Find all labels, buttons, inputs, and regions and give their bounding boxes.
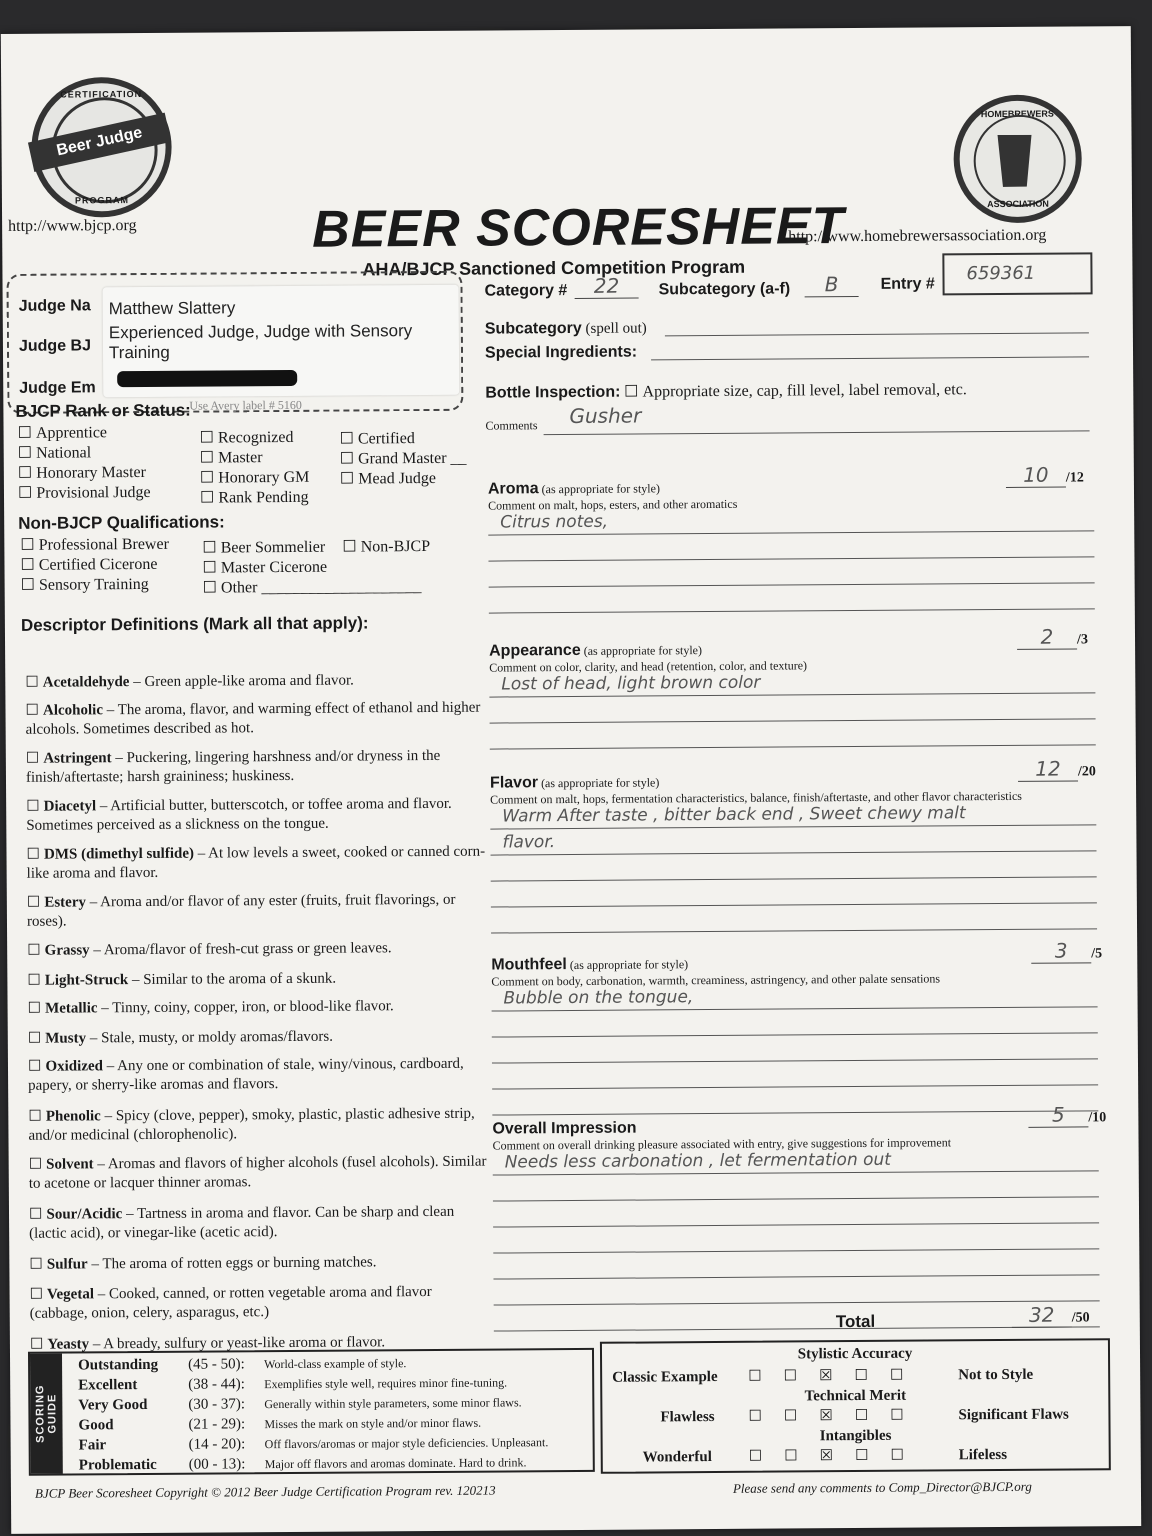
descriptor-name: Astringent bbox=[43, 750, 112, 767]
checkbox-icon[interactable]: ☐ bbox=[26, 798, 40, 815]
descriptor-heading: Descriptor Definitions (Mark all that apply): bbox=[20, 613, 369, 635]
rank-col3 bbox=[340, 429, 467, 490]
flawless-label: Flawless bbox=[660, 1409, 715, 1426]
stylistic-boxes[interactable]: ☐☐☒☐☐ bbox=[748, 1367, 926, 1385]
scoresheet-page bbox=[1, 26, 1141, 1534]
mouthfeel-label: Mouthfeel bbox=[491, 956, 567, 974]
flavor-header bbox=[490, 773, 659, 792]
descriptor-name: Oxidized bbox=[45, 1058, 104, 1075]
aroma-score-max: /12 bbox=[1065, 470, 1084, 486]
guide-desc: Off flavors/aromas or major style deficiencies. Unpleasant. bbox=[264, 1435, 549, 1452]
aroma-comment-line[interactable] bbox=[489, 582, 1095, 587]
checkbox-icon[interactable]: ☐ bbox=[27, 1030, 42, 1047]
subcategory-spell-note: (spell out) bbox=[585, 320, 647, 337]
appearance-comment[interactable]: Lost of head, light brown color bbox=[501, 672, 761, 695]
descriptor-name: Grassy bbox=[44, 942, 90, 959]
special-ingredients-label: Special Ingredients: bbox=[484, 343, 638, 362]
bjcp-logo-bottom: PROGRAM bbox=[74, 195, 129, 206]
checkbox-icon[interactable]: ☐ bbox=[26, 846, 41, 863]
aroma-score bbox=[1006, 462, 1084, 488]
descriptor-name: Diacetyl bbox=[43, 798, 97, 815]
rank-col1 bbox=[18, 423, 151, 504]
flavor-comment-line[interactable] bbox=[491, 876, 1097, 881]
qual-certified-cicerone[interactable]: ☐ Certified Cicerone bbox=[20, 555, 169, 576]
total-score bbox=[1012, 1302, 1090, 1328]
guide-rating: Good bbox=[78, 1417, 114, 1434]
appearance-score bbox=[1017, 624, 1088, 649]
judge-name-label: Judge Na bbox=[18, 297, 91, 315]
flavor-comment-2[interactable]: flavor. bbox=[502, 832, 556, 853]
guide-range: (14 - 20): bbox=[188, 1436, 246, 1453]
descriptor-item[interactable] bbox=[28, 1027, 488, 1049]
descriptor-item[interactable] bbox=[26, 795, 486, 836]
overall-score-value[interactable]: 5 bbox=[1028, 1102, 1088, 1127]
entry-value[interactable]: 659361 bbox=[942, 252, 1092, 295]
lifeless-label: Lifeless bbox=[958, 1446, 1008, 1464]
overall-header bbox=[492, 1120, 636, 1139]
descriptor-name: Acetaldehyde bbox=[42, 674, 130, 691]
guide-desc: Exemplifies style well, requires minor fine-tuning. bbox=[264, 1375, 508, 1392]
guide-rating: Fair bbox=[78, 1437, 107, 1454]
merit-box bbox=[600, 1338, 1111, 1474]
wonderful-label: Wonderful bbox=[642, 1449, 712, 1466]
subcategory-spell-line[interactable] bbox=[665, 332, 1089, 336]
intangibles-label: Intangibles bbox=[819, 1427, 892, 1445]
aroma-label: Aroma bbox=[487, 480, 539, 498]
mouthfeel-comment[interactable]: Bubble on the tongue, bbox=[503, 987, 694, 1009]
rank-grand-master[interactable]: ☐ Grand Master bbox=[340, 450, 447, 468]
rank-mead-judge[interactable]: ☐ Mead Judge bbox=[340, 469, 467, 490]
appearance-label: Appearance bbox=[489, 641, 581, 660]
mouthfeel-prompt: Comment on body, carbonation, warmth, creaminess, astringency, and other palate sensations bbox=[491, 971, 941, 989]
descriptor-name: Musty bbox=[45, 1030, 87, 1047]
descriptor-text: – The aroma, flavor, and warming effect of ethanol and higher alcohols. Sometimes described as hot. bbox=[25, 699, 481, 738]
overall-comment-line[interactable] bbox=[493, 1222, 1099, 1227]
descriptor-text: – Any one or combination of stale, winy/vinous, cardboard, papery, or sherry-like aromas and flavors. bbox=[28, 1055, 464, 1094]
checkbox-icon[interactable]: ☐ bbox=[29, 1336, 44, 1353]
footer-copyright: BJCP Beer Scoresheet Copyright © 2012 Beer Judge Certification Program rev. 120213 bbox=[34, 1482, 496, 1501]
descriptor-item[interactable] bbox=[27, 939, 487, 961]
qual-professional-brewer[interactable]: ☐ Professional Brewer bbox=[20, 535, 169, 556]
guide-row bbox=[79, 1454, 527, 1477]
not-to-style-label: Not to Style bbox=[958, 1366, 1034, 1384]
judge-name: Matthew Slattery bbox=[108, 298, 236, 319]
qual-other[interactable]: ☐ Other bbox=[203, 579, 258, 596]
descriptor-text: – Cooked, canned, or rotten vegetable aroma and flavor (cabbage, onion, celery, asparagus, etc.) bbox=[29, 1283, 432, 1322]
flavor-score bbox=[1018, 756, 1096, 782]
overall-comment-line[interactable] bbox=[493, 1274, 1099, 1279]
mouthfeel-comment-line[interactable] bbox=[492, 1058, 1098, 1063]
guide-range: (21 - 29): bbox=[188, 1416, 246, 1433]
descriptor-item[interactable] bbox=[28, 997, 488, 1019]
descriptor-text: – Artificial butter, butterscotch, or toffee aroma and flavor. Sometimes perceived as a slickness on the tongue. bbox=[26, 795, 452, 834]
bjcp-logo-top: CERTIFICATION bbox=[60, 88, 143, 100]
comments-value[interactable]: Gusher bbox=[569, 403, 642, 429]
flavor-score-value[interactable]: 12 bbox=[1018, 756, 1078, 781]
aha-logo-bottom: ASSOCIATION bbox=[987, 198, 1049, 210]
technical-boxes[interactable]: ☐☐☒☐☐ bbox=[748, 1407, 926, 1425]
checkbox-icon[interactable]: ☐ bbox=[27, 1000, 42, 1017]
mouthfeel-comment-line[interactable] bbox=[492, 1084, 1098, 1089]
subcategory-spell-label: Subcategory bbox=[484, 319, 582, 338]
guide-range: (30 - 37): bbox=[188, 1396, 246, 1413]
aroma-score-value[interactable]: 10 bbox=[1006, 463, 1066, 488]
judge-rank-line1: Experienced Judge, Judge with Sensory bbox=[108, 321, 413, 343]
appearance-score-value[interactable]: 2 bbox=[1017, 624, 1077, 649]
aroma-comment-line[interactable] bbox=[489, 608, 1095, 613]
descriptor-name: Light-Struck bbox=[44, 972, 129, 989]
descriptor-item[interactable] bbox=[29, 1253, 489, 1275]
qual-non-bjcp[interactable]: ☐ Non-BJCP bbox=[342, 537, 430, 558]
checkbox-icon[interactable]: ☐ bbox=[27, 942, 41, 959]
rank-master[interactable]: ☐ Master bbox=[200, 448, 310, 469]
overall-score-max: /10 bbox=[1088, 1110, 1107, 1126]
descriptor-item[interactable] bbox=[29, 1153, 489, 1194]
descriptor-name: Sulfur bbox=[46, 1256, 88, 1273]
overall-prompt: Comment on overall drinking pleasure associated with entry, give suggestions for improvement bbox=[492, 1135, 952, 1153]
descriptor-text: – Aroma and/or flavor of any ester (fruits, fruit flavorings, or roses). bbox=[26, 891, 456, 930]
rank-certified[interactable]: ☐ Certified bbox=[340, 429, 467, 450]
descriptor-name: Metallic bbox=[44, 1000, 98, 1017]
descriptor-item[interactable] bbox=[26, 843, 486, 884]
descriptor-item[interactable] bbox=[25, 671, 485, 693]
overall-score bbox=[1028, 1102, 1106, 1128]
checkbox-icon[interactable]: ☐ bbox=[25, 674, 39, 691]
descriptor-name: Vegetal bbox=[46, 1286, 95, 1303]
judge-rank-line2: Training bbox=[108, 342, 170, 363]
overall-comment-line[interactable] bbox=[493, 1248, 1099, 1253]
mouthfeel-comment-line[interactable] bbox=[492, 1110, 1098, 1115]
rank-provisional[interactable]: ☐ Provisional Judge bbox=[18, 483, 151, 504]
redacted-email bbox=[117, 370, 297, 387]
qual-other-line[interactable]: ____________________ bbox=[261, 578, 422, 597]
rank-apprentice[interactable]: ☐ Apprentice bbox=[18, 423, 151, 444]
bjcp-logo bbox=[31, 77, 172, 218]
descriptor-item[interactable] bbox=[30, 1283, 490, 1324]
guide-row bbox=[78, 1415, 481, 1438]
subcategory-value[interactable]: B bbox=[804, 272, 858, 297]
nonbjcp-col3 bbox=[342, 537, 430, 558]
category-value[interactable]: 22 bbox=[574, 274, 638, 299]
checkbox-icon[interactable]: ☐ bbox=[28, 1156, 43, 1173]
checkbox-icon[interactable]: ☐ bbox=[28, 1108, 42, 1125]
classic-example-label: Classic Example bbox=[612, 1368, 718, 1386]
overall-comment-line[interactable] bbox=[494, 1300, 1100, 1305]
technical-merit-label: Technical Merit bbox=[804, 1387, 907, 1405]
appearance-comment-line[interactable] bbox=[490, 744, 1096, 749]
total-score-max: /50 bbox=[1071, 1310, 1090, 1326]
intangibles-boxes[interactable]: ☐☐☒☐☐ bbox=[748, 1447, 927, 1465]
mouthfeel-score bbox=[1031, 938, 1102, 963]
nonbjcp-col1 bbox=[20, 535, 169, 596]
descriptor-name: Phenolic bbox=[45, 1108, 101, 1125]
descriptor-name: Estery bbox=[44, 894, 87, 911]
guide-rating: Very Good bbox=[78, 1396, 148, 1414]
checkbox-icon[interactable]: ☐ bbox=[28, 1206, 43, 1223]
descriptor-text: – Aroma/flavor of fresh-cut grass or green leaves. bbox=[89, 940, 392, 959]
descriptor-item[interactable] bbox=[28, 1055, 488, 1096]
qual-other-row bbox=[203, 577, 422, 599]
checkbox-icon[interactable]: ☐ bbox=[27, 1058, 42, 1075]
descriptor-item[interactable] bbox=[27, 969, 487, 991]
judge-bjcp-label: Judge BJ bbox=[18, 337, 92, 355]
flavor-note: (as appropriate for style) bbox=[540, 775, 660, 791]
category-label: Category # bbox=[484, 282, 568, 300]
mouthfeel-score-value[interactable]: 3 bbox=[1031, 938, 1091, 963]
overall-label: Overall Impression bbox=[492, 1119, 637, 1138]
comments-label: Comments bbox=[485, 418, 538, 433]
mouthfeel-comment-line[interactable] bbox=[492, 1032, 1098, 1037]
rank-col2 bbox=[200, 428, 310, 509]
entry-label: Entry # bbox=[880, 275, 935, 293]
mouthfeel-note: (as appropriate for style) bbox=[569, 957, 689, 973]
rank-honorary-master[interactable]: ☐ Honorary Master bbox=[18, 463, 151, 484]
appearance-note: (as appropriate for style) bbox=[583, 643, 703, 658]
descriptor-text: – A bready, sulfury or yeast-like aroma or flavor. bbox=[88, 1334, 386, 1353]
overall-comment-line[interactable] bbox=[494, 1326, 1100, 1331]
checkbox-icon[interactable]: ☐ bbox=[29, 1256, 43, 1273]
aroma-header bbox=[488, 479, 660, 498]
guide-row bbox=[78, 1355, 406, 1377]
total-score-value[interactable]: 32 bbox=[1012, 1303, 1072, 1328]
comments-line bbox=[544, 430, 1090, 435]
checkbox-icon[interactable]: ☐ bbox=[25, 750, 40, 767]
descriptor-text: – Tinny, coiny, copper, iron, or blood-like flavor. bbox=[97, 998, 394, 1017]
checkbox-icon[interactable]: ☐ bbox=[27, 972, 41, 989]
guide-range: (38 - 44): bbox=[188, 1376, 245, 1393]
bottle-row bbox=[485, 379, 967, 402]
rank-honorary-gm[interactable]: ☐ Honorary GM bbox=[200, 468, 310, 489]
appearance-header bbox=[489, 641, 702, 660]
descriptor-item[interactable] bbox=[29, 1203, 489, 1244]
bjcp-logo-band: Beer Judge bbox=[28, 113, 171, 172]
flavor-label: Flavor bbox=[489, 774, 539, 792]
bottle-checkbox[interactable]: ☐ Appropriate size, cap, fill level, label removal, etc. bbox=[624, 381, 967, 400]
non-bjcp-heading: Non-BJCP Qualifications: bbox=[18, 512, 225, 533]
flavor-prompt: Comment on malt, hops, fermentation characteristics, balance, finish/aftertaste, and other flavor characteristics bbox=[490, 788, 1022, 807]
bjcp-url[interactable]: http://www.bjcp.org bbox=[8, 217, 137, 235]
qual-sensory-training[interactable]: ☐ Sensory Training bbox=[21, 575, 170, 596]
bjcp-rank-heading: BJCP Rank or Status: bbox=[15, 400, 191, 421]
flavor-comment-line[interactable] bbox=[491, 928, 1097, 933]
descriptor-text: – Tartness in aroma and flavor. Can be sharp and clean (lactic acid), or vinegar-like (acetic acid). bbox=[29, 1203, 455, 1242]
footer-contact: Please send any comments to Comp_Director@BJCP.org bbox=[732, 1478, 1032, 1496]
descriptor-name: Sour/Acidic bbox=[46, 1206, 123, 1223]
descriptor-item[interactable] bbox=[27, 891, 487, 932]
page-subtitle: AHA/BJCP Sanctioned Competition Program bbox=[362, 256, 746, 280]
aha-logo-top: HOMEBREWERS bbox=[980, 108, 1054, 120]
guide-desc: World-class example of style. bbox=[264, 1356, 407, 1372]
subcategory-spell-row bbox=[485, 319, 647, 338]
descriptor-name: Solvent bbox=[46, 1156, 94, 1173]
descriptor-name: Yeasty bbox=[47, 1336, 90, 1353]
appearance-prompt: Comment on color, clarity, and head (retention, color, and texture) bbox=[489, 658, 808, 675]
descriptor-text: – Green apple-like aroma and flavor. bbox=[129, 672, 354, 691]
flavor-comment-line[interactable] bbox=[491, 902, 1097, 907]
guide-desc: Misses the mark on style and/or minor flaws. bbox=[264, 1415, 482, 1432]
checkbox-icon[interactable]: ☐ bbox=[26, 894, 41, 911]
judge-email-label: Judge Em bbox=[19, 379, 96, 397]
qual-beer-sommelier[interactable]: ☐ Beer Sommelier bbox=[202, 537, 421, 559]
guide-rating: Excellent bbox=[78, 1377, 138, 1394]
subcategory-label: Subcategory (a-f) bbox=[658, 280, 791, 299]
flavor-comment-line[interactable] bbox=[491, 850, 1097, 855]
checkbox-icon[interactable]: ☐ bbox=[29, 1286, 44, 1303]
overall-comment-line[interactable] bbox=[493, 1196, 1099, 1201]
rank-recognized[interactable]: ☐ Recognized bbox=[200, 428, 310, 449]
mouthfeel-score-max: /5 bbox=[1091, 946, 1103, 962]
descriptor-name: DMS (dimethyl sulfide) bbox=[43, 845, 195, 863]
scoring-guide bbox=[28, 1348, 595, 1476]
flavor-score-max: /20 bbox=[1077, 764, 1096, 780]
significant-flaws-label: Significant Flaws bbox=[958, 1406, 1069, 1424]
rank-grand-master-row bbox=[340, 449, 467, 470]
avery-note: Use Avery label # 5160 bbox=[189, 397, 302, 413]
aroma-comment[interactable]: Citrus notes, bbox=[500, 511, 609, 533]
descriptor-text: – Similar to the aroma of a skunk. bbox=[128, 970, 337, 989]
descriptor-text: – Puckering, lingering harshness and/or dryness in the finish/aftertaste; harsh graininess; huskiness. bbox=[25, 747, 441, 786]
aroma-note: (as appropriate for style) bbox=[541, 481, 660, 497]
grand-master-suffix: __ bbox=[450, 449, 467, 467]
overall-comment[interactable]: Needs less carbonation , let fermentation out bbox=[504, 1149, 892, 1173]
rank-pending[interactable]: ☐ Rank Pending bbox=[200, 488, 310, 509]
appearance-comment-line[interactable] bbox=[490, 718, 1096, 723]
mouthfeel-header bbox=[491, 955, 688, 974]
descriptor-text: – The aroma of rotten eggs or burning matches. bbox=[87, 1254, 377, 1273]
appearance-score-max: /3 bbox=[1076, 632, 1088, 648]
guide-rating: Problematic bbox=[78, 1456, 157, 1474]
descriptor-name: Alcoholic bbox=[42, 702, 104, 719]
guide-desc: Major off flavors and aromas dominate. Hard to drink. bbox=[264, 1455, 527, 1472]
descriptor-item[interactable] bbox=[25, 699, 485, 740]
descriptor-text: – At low levels a sweet, cooked or canned corn-like aroma and flavor. bbox=[26, 843, 486, 882]
checkbox-icon[interactable]: ☐ bbox=[25, 702, 40, 719]
flavor-comment-1[interactable]: Warm After taste , bitter back end , Sweet chewy malt bbox=[502, 803, 966, 827]
descriptor-text: – Aromas and flavors of higher alcohols (fusel alcohols). Similar to acetone or lacquer thinner aromas. bbox=[28, 1153, 487, 1192]
beer-glass-icon bbox=[998, 135, 1032, 187]
judge-info-box bbox=[6, 271, 463, 414]
scoring-guide-label: SCORING GUIDE bbox=[34, 1384, 59, 1443]
descriptor-item[interactable] bbox=[28, 1105, 488, 1146]
special-ingredients-line[interactable] bbox=[651, 356, 1089, 360]
qual-master-cicerone[interactable]: ☐ Master Cicerone bbox=[202, 557, 421, 579]
aroma-comment-line[interactable] bbox=[488, 556, 1094, 561]
aroma-prompt: Comment on malt, hops, esters, and other aromatics bbox=[488, 496, 738, 513]
guide-rating: Outstanding bbox=[78, 1356, 159, 1374]
bottle-label: Bottle Inspection: bbox=[485, 383, 621, 402]
page-title: BEER SCORESHEET bbox=[311, 197, 845, 259]
rank-national[interactable]: ☐ National bbox=[18, 443, 151, 464]
descriptor-text: – Spicy (clove, pepper), smoky, plastic, plastic adhesive strip, and/or medicinal (chlorophenolic). bbox=[28, 1105, 475, 1144]
aha-url[interactable]: http://www.homebrewersassociation.org bbox=[788, 226, 1047, 246]
guide-desc: Generally within style parameters, some minor flaws. bbox=[264, 1395, 522, 1412]
guide-range: (00 - 13): bbox=[188, 1456, 246, 1473]
guide-range: (45 - 50): bbox=[188, 1356, 245, 1373]
descriptor-item[interactable] bbox=[26, 747, 486, 788]
total-label: Total bbox=[835, 1311, 876, 1332]
aha-logo bbox=[953, 94, 1082, 223]
stylistic-accuracy-label: Stylistic Accuracy bbox=[797, 1345, 913, 1363]
descriptor-text: – Stale, musty, or moldy aromas/flavors. bbox=[86, 1028, 334, 1047]
